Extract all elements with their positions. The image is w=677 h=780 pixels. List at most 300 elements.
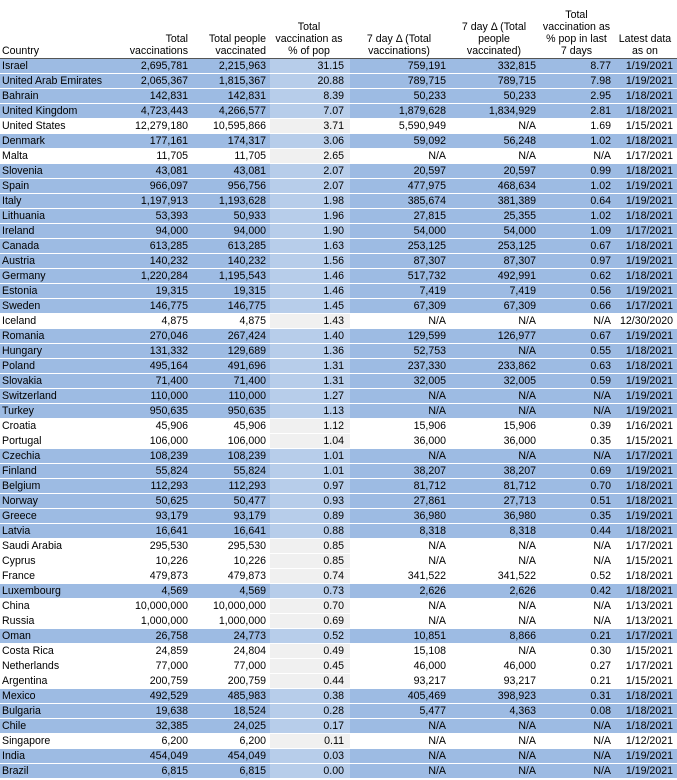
cell-total-people-vaccinated[interactable]: 4,875	[192, 314, 270, 329]
cell-pct-pop[interactable]: 2.07	[270, 179, 350, 194]
cell-total-vaccinations[interactable]: 94,000	[122, 224, 192, 239]
table-row[interactable]	[0, 584, 677, 599]
cell-7day-people[interactable]: 32,005	[450, 374, 540, 389]
cell-total-vaccinations[interactable]: 200,759	[122, 674, 192, 689]
cell-pct-pop[interactable]: 2.65	[270, 149, 350, 164]
cell-country[interactable]: Croatia	[0, 419, 122, 434]
cell-pct-pop[interactable]: 0.69	[270, 614, 350, 629]
cell-7day-people[interactable]: 27,713	[450, 494, 540, 509]
cell-country[interactable]: Lithuania	[0, 209, 122, 224]
cell-total-people-vaccinated[interactable]: 94,000	[192, 224, 270, 239]
header-country[interactable]: Country	[0, 0, 122, 59]
cell-total-vaccinations[interactable]: 77,000	[122, 659, 192, 674]
cell-total-vaccinations[interactable]: 966,097	[122, 179, 192, 194]
header-total-vaccinations[interactable]: Total vaccinations	[122, 0, 192, 59]
cell-pct-pop-7day[interactable]: 0.42	[540, 584, 615, 599]
cell-country[interactable]: Bahrain	[0, 89, 122, 104]
table-row[interactable]	[0, 689, 677, 704]
cell-pct-pop-7day[interactable]: N/A	[540, 539, 615, 554]
cell-pct-pop-7day[interactable]: 1.02	[540, 179, 615, 194]
table-row[interactable]	[0, 209, 677, 224]
cell-country[interactable]: Netherlands	[0, 659, 122, 674]
cell-pct-pop-7day[interactable]: N/A	[540, 599, 615, 614]
table-row[interactable]	[0, 644, 677, 659]
cell-7day-total[interactable]: N/A	[350, 734, 450, 749]
cell-total-people-vaccinated[interactable]: 55,824	[192, 464, 270, 479]
table-row[interactable]	[0, 704, 677, 719]
cell-7day-total[interactable]: 517,732	[350, 269, 450, 284]
cell-pct-pop[interactable]: 1.56	[270, 254, 350, 269]
cell-total-people-vaccinated[interactable]: 295,530	[192, 539, 270, 554]
table-row[interactable]	[0, 389, 677, 404]
cell-total-vaccinations[interactable]: 1,220,284	[122, 269, 192, 284]
table-row[interactable]	[0, 344, 677, 359]
cell-total-vaccinations[interactable]: 19,315	[122, 284, 192, 299]
table-row[interactable]	[0, 614, 677, 629]
cell-country[interactable]: Norway	[0, 494, 122, 509]
cell-latest-date[interactable]: 1/15/2021	[615, 644, 677, 659]
cell-total-people-vaccinated[interactable]: 491,696	[192, 359, 270, 374]
cell-country[interactable]: Hungary	[0, 344, 122, 359]
table-row[interactable]	[0, 539, 677, 554]
cell-country[interactable]: Estonia	[0, 284, 122, 299]
cell-latest-date[interactable]: 1/18/2021	[615, 239, 677, 254]
cell-7day-total[interactable]: 253,125	[350, 239, 450, 254]
cell-country[interactable]: United Arab Emirates	[0, 74, 122, 89]
cell-latest-date[interactable]: 1/19/2021	[615, 254, 677, 269]
cell-7day-people[interactable]: N/A	[450, 734, 540, 749]
cell-latest-date[interactable]: 1/18/2021	[615, 704, 677, 719]
cell-total-people-vaccinated[interactable]: 10,595,866	[192, 119, 270, 134]
cell-pct-pop-7day[interactable]: N/A	[540, 449, 615, 464]
cell-total-vaccinations[interactable]: 53,393	[122, 209, 192, 224]
cell-total-vaccinations[interactable]: 1,000,000	[122, 614, 192, 629]
cell-7day-people[interactable]: 36,980	[450, 509, 540, 524]
cell-pct-pop[interactable]: 2.07	[270, 164, 350, 179]
cell-total-people-vaccinated[interactable]: 613,285	[192, 239, 270, 254]
cell-7day-total[interactable]: N/A	[350, 614, 450, 629]
cell-total-people-vaccinated[interactable]: 146,775	[192, 299, 270, 314]
cell-latest-date[interactable]: 1/17/2021	[615, 299, 677, 314]
cell-latest-date[interactable]: 1/18/2021	[615, 269, 677, 284]
cell-pct-pop[interactable]: 0.44	[270, 674, 350, 689]
cell-7day-total[interactable]: 1,879,628	[350, 104, 450, 119]
cell-pct-pop-7day[interactable]: N/A	[540, 314, 615, 329]
cell-total-vaccinations[interactable]: 45,906	[122, 419, 192, 434]
cell-latest-date[interactable]: 1/18/2021	[615, 359, 677, 374]
cell-total-vaccinations[interactable]: 10,000,000	[122, 599, 192, 614]
cell-pct-pop[interactable]: 0.28	[270, 704, 350, 719]
cell-7day-people[interactable]: 25,355	[450, 209, 540, 224]
cell-country[interactable]: Russia	[0, 614, 122, 629]
cell-7day-total[interactable]: 87,307	[350, 254, 450, 269]
cell-total-people-vaccinated[interactable]: 50,933	[192, 209, 270, 224]
cell-total-people-vaccinated[interactable]: 10,000,000	[192, 599, 270, 614]
cell-pct-pop[interactable]: 1.96	[270, 209, 350, 224]
cell-pct-pop[interactable]: 0.74	[270, 569, 350, 584]
cell-total-people-vaccinated[interactable]: 18,524	[192, 704, 270, 719]
cell-country[interactable]: Turkey	[0, 404, 122, 419]
cell-latest-date[interactable]: 1/13/2021	[615, 599, 677, 614]
cell-latest-date[interactable]: 1/18/2021	[615, 209, 677, 224]
cell-latest-date[interactable]: 1/19/2021	[615, 404, 677, 419]
table-row[interactable]	[0, 284, 677, 299]
cell-7day-total[interactable]: N/A	[350, 539, 450, 554]
cell-country[interactable]: France	[0, 569, 122, 584]
cell-pct-pop-7day[interactable]: 0.27	[540, 659, 615, 674]
cell-7day-people[interactable]: N/A	[450, 644, 540, 659]
cell-pct-pop-7day[interactable]: 1.09	[540, 224, 615, 239]
cell-latest-date[interactable]: 1/15/2021	[615, 674, 677, 689]
cell-total-vaccinations[interactable]: 106,000	[122, 434, 192, 449]
table-row[interactable]	[0, 104, 677, 119]
table-row[interactable]	[0, 449, 677, 464]
header-pct-pop-7day[interactable]: Total vaccination as % pop in last 7 days	[540, 0, 615, 59]
cell-pct-pop[interactable]: 1.45	[270, 299, 350, 314]
cell-7day-total[interactable]: 32,005	[350, 374, 450, 389]
cell-pct-pop-7day[interactable]: 0.64	[540, 194, 615, 209]
cell-pct-pop-7day[interactable]: 1.69	[540, 119, 615, 134]
table-row[interactable]	[0, 554, 677, 569]
cell-country[interactable]: United Kingdom	[0, 104, 122, 119]
cell-pct-pop-7day[interactable]: 0.63	[540, 359, 615, 374]
cell-country[interactable]: Ireland	[0, 224, 122, 239]
cell-7day-total[interactable]: 7,419	[350, 284, 450, 299]
cell-total-people-vaccinated[interactable]: 267,424	[192, 329, 270, 344]
cell-pct-pop-7day[interactable]: 0.35	[540, 434, 615, 449]
cell-pct-pop[interactable]: 0.85	[270, 554, 350, 569]
cell-7day-total[interactable]: 27,861	[350, 494, 450, 509]
cell-pct-pop-7day[interactable]: N/A	[540, 404, 615, 419]
cell-total-vaccinations[interactable]: 12,279,180	[122, 119, 192, 134]
cell-pct-pop[interactable]: 0.88	[270, 524, 350, 539]
cell-total-people-vaccinated[interactable]: 174,317	[192, 134, 270, 149]
cell-total-vaccinations[interactable]: 270,046	[122, 329, 192, 344]
cell-latest-date[interactable]: 1/18/2021	[615, 134, 677, 149]
cell-total-vaccinations[interactable]: 495,164	[122, 359, 192, 374]
cell-pct-pop-7day[interactable]: 0.66	[540, 299, 615, 314]
table-row[interactable]	[0, 374, 677, 389]
cell-7day-people[interactable]: 50,233	[450, 89, 540, 104]
cell-pct-pop[interactable]: 1.12	[270, 419, 350, 434]
cell-country[interactable]: Czechia	[0, 449, 122, 464]
cell-pct-pop-7day[interactable]: 0.62	[540, 269, 615, 284]
table-row[interactable]	[0, 239, 677, 254]
cell-pct-pop-7day[interactable]: 0.67	[540, 239, 615, 254]
cell-latest-date[interactable]: 1/19/2021	[615, 329, 677, 344]
table-row[interactable]	[0, 314, 677, 329]
cell-7day-total[interactable]: 20,597	[350, 164, 450, 179]
cell-pct-pop[interactable]: 1.63	[270, 239, 350, 254]
cell-pct-pop[interactable]: 8.39	[270, 89, 350, 104]
cell-country[interactable]: Canada	[0, 239, 122, 254]
cell-7day-people[interactable]: N/A	[450, 719, 540, 734]
cell-7day-total[interactable]: 2,626	[350, 584, 450, 599]
cell-pct-pop-7day[interactable]: 0.39	[540, 419, 615, 434]
table-row[interactable]	[0, 224, 677, 239]
cell-pct-pop-7day[interactable]: N/A	[540, 614, 615, 629]
cell-7day-people[interactable]: N/A	[450, 119, 540, 134]
cell-pct-pop[interactable]: 1.31	[270, 374, 350, 389]
cell-latest-date[interactable]: 1/15/2021	[615, 119, 677, 134]
table-row[interactable]	[0, 134, 677, 149]
cell-total-vaccinations[interactable]: 10,226	[122, 554, 192, 569]
cell-7day-people[interactable]: N/A	[450, 554, 540, 569]
cell-country[interactable]: Poland	[0, 359, 122, 374]
cell-total-vaccinations[interactable]: 32,385	[122, 719, 192, 734]
cell-pct-pop-7day[interactable]: 0.55	[540, 344, 615, 359]
cell-total-vaccinations[interactable]: 26,758	[122, 629, 192, 644]
cell-7day-total[interactable]: 341,522	[350, 569, 450, 584]
cell-pct-pop[interactable]: 1.27	[270, 389, 350, 404]
cell-7day-total[interactable]: N/A	[350, 599, 450, 614]
cell-7day-people[interactable]: N/A	[450, 599, 540, 614]
cell-pct-pop-7day[interactable]: 1.02	[540, 209, 615, 224]
cell-pct-pop-7day[interactable]: 0.21	[540, 629, 615, 644]
cell-pct-pop-7day[interactable]: 2.81	[540, 104, 615, 119]
cell-7day-total[interactable]: 789,715	[350, 74, 450, 89]
cell-7day-people[interactable]: 20,597	[450, 164, 540, 179]
cell-total-vaccinations[interactable]: 2,065,367	[122, 74, 192, 89]
cell-7day-people[interactable]: 54,000	[450, 224, 540, 239]
cell-latest-date[interactable]: 1/18/2021	[615, 479, 677, 494]
table-row[interactable]	[0, 434, 677, 449]
cell-latest-date[interactable]: 12/30/2020	[615, 314, 677, 329]
cell-country[interactable]: Austria	[0, 254, 122, 269]
table-row[interactable]	[0, 719, 677, 734]
cell-7day-people[interactable]: 381,389	[450, 194, 540, 209]
cell-country[interactable]: Singapore	[0, 734, 122, 749]
table-row[interactable]	[0, 164, 677, 179]
cell-pct-pop[interactable]: 0.17	[270, 719, 350, 734]
cell-pct-pop[interactable]: 1.43	[270, 314, 350, 329]
cell-pct-pop[interactable]: 0.70	[270, 599, 350, 614]
cell-7day-people[interactable]: 38,207	[450, 464, 540, 479]
cell-total-people-vaccinated[interactable]: 142,831	[192, 89, 270, 104]
cell-country[interactable]: Sweden	[0, 299, 122, 314]
cell-7day-total[interactable]: 50,233	[350, 89, 450, 104]
cell-7day-total[interactable]: 38,207	[350, 464, 450, 479]
cell-pct-pop-7day[interactable]: 0.21	[540, 674, 615, 689]
cell-total-vaccinations[interactable]: 4,875	[122, 314, 192, 329]
cell-total-vaccinations[interactable]: 479,873	[122, 569, 192, 584]
cell-total-vaccinations[interactable]: 112,293	[122, 479, 192, 494]
cell-pct-pop[interactable]: 7.07	[270, 104, 350, 119]
cell-pct-pop[interactable]: 20.88	[270, 74, 350, 89]
cell-7day-total[interactable]: 36,000	[350, 434, 450, 449]
cell-total-vaccinations[interactable]: 6,815	[122, 764, 192, 779]
cell-total-people-vaccinated[interactable]: 10,226	[192, 554, 270, 569]
cell-latest-date[interactable]: 1/13/2021	[615, 614, 677, 629]
cell-total-people-vaccinated[interactable]: 24,025	[192, 719, 270, 734]
cell-total-people-vaccinated[interactable]: 11,705	[192, 149, 270, 164]
cell-7day-total[interactable]: 385,674	[350, 194, 450, 209]
cell-total-people-vaccinated[interactable]: 1,815,367	[192, 74, 270, 89]
cell-total-people-vaccinated[interactable]: 1,195,543	[192, 269, 270, 284]
cell-pct-pop-7day[interactable]: 0.44	[540, 524, 615, 539]
cell-pct-pop-7day[interactable]: 0.30	[540, 644, 615, 659]
cell-7day-people[interactable]: 341,522	[450, 569, 540, 584]
cell-total-vaccinations[interactable]: 110,000	[122, 389, 192, 404]
cell-country[interactable]: Slovakia	[0, 374, 122, 389]
cell-total-vaccinations[interactable]: 24,859	[122, 644, 192, 659]
cell-pct-pop[interactable]: 0.03	[270, 749, 350, 764]
cell-total-people-vaccinated[interactable]: 106,000	[192, 434, 270, 449]
cell-country[interactable]: Luxembourg	[0, 584, 122, 599]
cell-total-people-vaccinated[interactable]: 45,906	[192, 419, 270, 434]
cell-total-vaccinations[interactable]: 492,529	[122, 689, 192, 704]
cell-latest-date[interactable]: 1/19/2021	[615, 749, 677, 764]
table-row[interactable]	[0, 464, 677, 479]
cell-latest-date[interactable]: 1/19/2021	[615, 194, 677, 209]
cell-total-vaccinations[interactable]: 71,400	[122, 374, 192, 389]
cell-latest-date[interactable]: 1/15/2021	[615, 554, 677, 569]
cell-latest-date[interactable]: 1/18/2021	[615, 104, 677, 119]
cell-7day-total[interactable]: 52,753	[350, 344, 450, 359]
cell-pct-pop-7day[interactable]: 1.02	[540, 134, 615, 149]
cell-latest-date[interactable]: 1/19/2021	[615, 284, 677, 299]
cell-total-vaccinations[interactable]: 131,332	[122, 344, 192, 359]
cell-pct-pop[interactable]: 0.49	[270, 644, 350, 659]
cell-latest-date[interactable]: 1/18/2021	[615, 689, 677, 704]
cell-pct-pop-7day[interactable]: 0.08	[540, 704, 615, 719]
cell-7day-total[interactable]: N/A	[350, 149, 450, 164]
cell-7day-total[interactable]: 27,815	[350, 209, 450, 224]
cell-country[interactable]: Greece	[0, 509, 122, 524]
cell-total-people-vaccinated[interactable]: 6,200	[192, 734, 270, 749]
cell-latest-date[interactable]: 1/19/2021	[615, 74, 677, 89]
cell-pct-pop-7day[interactable]: 0.56	[540, 284, 615, 299]
cell-pct-pop[interactable]: 0.38	[270, 689, 350, 704]
cell-country[interactable]: Slovenia	[0, 164, 122, 179]
cell-pct-pop-7day[interactable]: 0.70	[540, 479, 615, 494]
cell-7day-people[interactable]: 8,318	[450, 524, 540, 539]
cell-7day-people[interactable]: 56,248	[450, 134, 540, 149]
cell-7day-people[interactable]: 15,906	[450, 419, 540, 434]
header-7day-people[interactable]: 7 day Δ (Total people vaccinated)	[450, 0, 540, 59]
cell-pct-pop[interactable]: 3.71	[270, 119, 350, 134]
table-row[interactable]	[0, 179, 677, 194]
cell-country[interactable]: Mexico	[0, 689, 122, 704]
cell-total-people-vaccinated[interactable]: 200,759	[192, 674, 270, 689]
cell-country[interactable]: Latvia	[0, 524, 122, 539]
cell-country[interactable]: Cyprus	[0, 554, 122, 569]
cell-pct-pop-7day[interactable]: 0.69	[540, 464, 615, 479]
cell-pct-pop[interactable]: 0.52	[270, 629, 350, 644]
table-row[interactable]	[0, 194, 677, 209]
cell-pct-pop-7day[interactable]: 8.77	[540, 59, 615, 74]
table-row[interactable]	[0, 599, 677, 614]
cell-latest-date[interactable]: 1/17/2021	[615, 659, 677, 674]
cell-7day-people[interactable]: 126,977	[450, 329, 540, 344]
cell-pct-pop-7day[interactable]: 0.35	[540, 509, 615, 524]
cell-latest-date[interactable]: 1/18/2021	[615, 524, 677, 539]
cell-total-people-vaccinated[interactable]: 129,689	[192, 344, 270, 359]
cell-latest-date[interactable]: 1/17/2021	[615, 149, 677, 164]
cell-7day-people[interactable]: N/A	[450, 614, 540, 629]
cell-7day-people[interactable]: N/A	[450, 539, 540, 554]
cell-latest-date[interactable]: 1/17/2021	[615, 224, 677, 239]
cell-latest-date[interactable]: 1/18/2021	[615, 719, 677, 734]
cell-country[interactable]: Switzerland	[0, 389, 122, 404]
cell-total-vaccinations[interactable]: 55,824	[122, 464, 192, 479]
cell-7day-people[interactable]: 81,712	[450, 479, 540, 494]
cell-latest-date[interactable]: 1/19/2021	[615, 389, 677, 404]
header-pct-pop[interactable]: Total vaccination as % of pop	[270, 0, 350, 59]
table-row[interactable]	[0, 269, 677, 284]
table-row[interactable]	[0, 569, 677, 584]
cell-total-people-vaccinated[interactable]: 485,983	[192, 689, 270, 704]
table-row[interactable]	[0, 674, 677, 689]
cell-pct-pop[interactable]: 0.73	[270, 584, 350, 599]
cell-total-people-vaccinated[interactable]: 19,315	[192, 284, 270, 299]
cell-country[interactable]: Iceland	[0, 314, 122, 329]
cell-7day-total[interactable]: 15,906	[350, 419, 450, 434]
cell-7day-total[interactable]: 405,469	[350, 689, 450, 704]
cell-pct-pop[interactable]: 1.13	[270, 404, 350, 419]
cell-total-vaccinations[interactable]: 613,285	[122, 239, 192, 254]
cell-7day-people[interactable]: 67,309	[450, 299, 540, 314]
table-row[interactable]	[0, 494, 677, 509]
table-row[interactable]	[0, 479, 677, 494]
cell-latest-date[interactable]: 1/18/2021	[615, 164, 677, 179]
cell-total-people-vaccinated[interactable]: 1,000,000	[192, 614, 270, 629]
table-row[interactable]	[0, 59, 677, 74]
cell-pct-pop[interactable]: 0.97	[270, 479, 350, 494]
cell-total-people-vaccinated[interactable]: 24,773	[192, 629, 270, 644]
cell-country[interactable]: Oman	[0, 629, 122, 644]
table-row[interactable]	[0, 404, 677, 419]
cell-total-people-vaccinated[interactable]: 4,569	[192, 584, 270, 599]
cell-total-people-vaccinated[interactable]: 140,232	[192, 254, 270, 269]
cell-total-vaccinations[interactable]: 454,049	[122, 749, 192, 764]
cell-7day-total[interactable]: 759,191	[350, 59, 450, 74]
cell-pct-pop[interactable]: 1.31	[270, 359, 350, 374]
cell-pct-pop-7day[interactable]: 0.52	[540, 569, 615, 584]
cell-pct-pop[interactable]: 1.36	[270, 344, 350, 359]
cell-total-vaccinations[interactable]: 140,232	[122, 254, 192, 269]
cell-total-people-vaccinated[interactable]: 43,081	[192, 164, 270, 179]
cell-7day-people[interactable]: 789,715	[450, 74, 540, 89]
cell-7day-total[interactable]: N/A	[350, 749, 450, 764]
cell-country[interactable]: Argentina	[0, 674, 122, 689]
cell-7day-people[interactable]: N/A	[450, 749, 540, 764]
cell-total-vaccinations[interactable]: 142,831	[122, 89, 192, 104]
cell-7day-total[interactable]: N/A	[350, 389, 450, 404]
cell-total-vaccinations[interactable]: 19,638	[122, 704, 192, 719]
cell-pct-pop[interactable]: 0.11	[270, 734, 350, 749]
cell-country[interactable]: Brazil	[0, 764, 122, 779]
table-row[interactable]	[0, 74, 677, 89]
cell-7day-people[interactable]: N/A	[450, 449, 540, 464]
cell-latest-date[interactable]: 1/17/2021	[615, 629, 677, 644]
cell-7day-people[interactable]: 36,000	[450, 434, 540, 449]
cell-7day-total[interactable]: 5,477	[350, 704, 450, 719]
cell-latest-date[interactable]: 1/19/2021	[615, 374, 677, 389]
cell-pct-pop[interactable]: 31.15	[270, 59, 350, 74]
cell-country[interactable]: Malta	[0, 149, 122, 164]
cell-7day-people[interactable]: N/A	[450, 404, 540, 419]
table-row[interactable]	[0, 734, 677, 749]
cell-7day-people[interactable]: 398,923	[450, 689, 540, 704]
cell-7day-total[interactable]: 129,599	[350, 329, 450, 344]
table-row[interactable]	[0, 149, 677, 164]
table-row[interactable]	[0, 764, 677, 779]
cell-pct-pop[interactable]: 1.40	[270, 329, 350, 344]
cell-country[interactable]: Germany	[0, 269, 122, 284]
cell-7day-total[interactable]: 46,000	[350, 659, 450, 674]
cell-latest-date[interactable]: 1/18/2021	[615, 584, 677, 599]
